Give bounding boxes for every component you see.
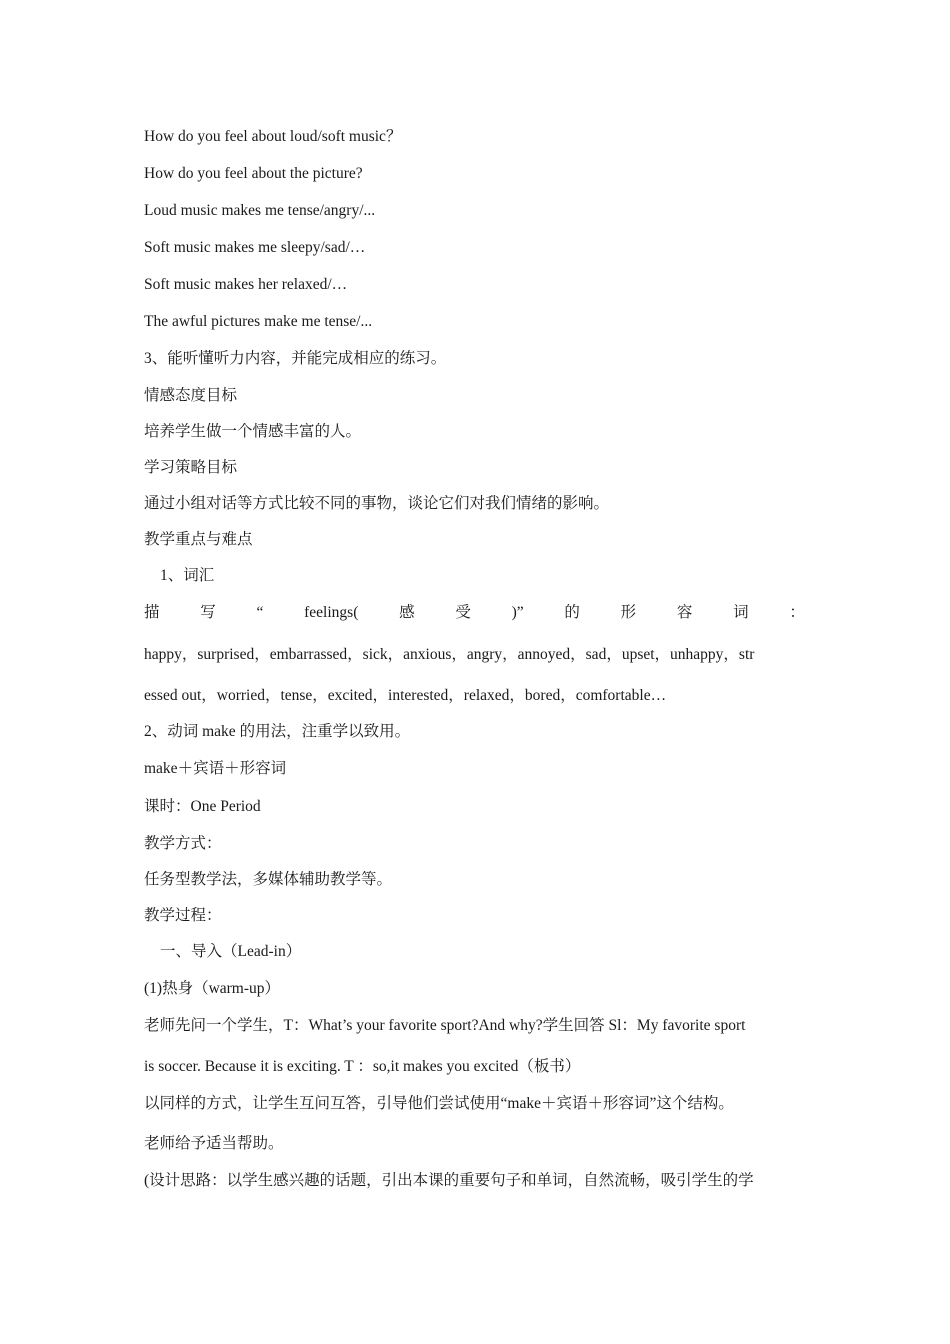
- text-line: 3、能听懂听力内容，并能完成相应的练习。: [144, 350, 447, 367]
- word: 写: [200, 604, 216, 621]
- word: 受: [455, 604, 471, 621]
- text-line: The awful pictures make me tense/...: [144, 313, 373, 330]
- word: 词: [733, 604, 749, 621]
- section-heading: 情感态度目标: [144, 387, 238, 404]
- text-line: happy，surprised，embarrassed，sick，anxious，angry，annoyed，sad，upset，unhappy，str: [144, 646, 755, 663]
- text-line: 以同样的方式，让学生互问互答，引导他们尝试使用“make＋宾语＋形容词”这个结构。: [144, 1095, 734, 1112]
- word: ：: [789, 604, 805, 621]
- section-heading: 教学重点与难点: [144, 531, 253, 548]
- word: 形: [620, 604, 637, 621]
- text-line: 课时：One Period: [144, 798, 261, 815]
- word: 描: [144, 604, 160, 621]
- word: 感: [399, 604, 415, 621]
- text-line: make＋宾语＋形容词: [144, 760, 287, 777]
- text-line: (设计思路：以学生感兴趣的话题，引出本课的重要句子和单词，自然流畅，吸引学生的学: [144, 1172, 754, 1189]
- text-line: 任务型教学法，多媒体辅助教学等。: [144, 871, 393, 888]
- word: 的: [564, 604, 580, 621]
- text-line: 老师给予适当帮助。: [144, 1135, 284, 1152]
- text-line: 培养学生做一个情感丰富的人。: [144, 423, 362, 440]
- text-line: essed out，worried，tense，excited，interested，relaxed，bored，comfortable…: [144, 687, 667, 704]
- text-line: is soccer. Because it is exciting. T ：so,it makes you excited（板书）: [144, 1058, 581, 1075]
- section-heading: 教学过程：: [144, 907, 222, 924]
- text-line: Soft music makes her relaxed/…: [144, 276, 348, 293]
- text-line: 通过小组对话等方式比较不同的事物，谈论它们对我们情绪的影响。: [144, 495, 610, 512]
- word: )”: [511, 604, 524, 621]
- word: 容: [676, 604, 693, 621]
- section-heading: 教学方式：: [144, 835, 222, 852]
- text-line: Loud music makes me tense/angry/...: [144, 202, 376, 219]
- text-line: How do you feel about the picture?: [144, 165, 363, 182]
- text-line: Soft music makes me sleepy/sad/…: [144, 239, 366, 256]
- text-line: 2、动词 make 的用法，注重学以致用。: [144, 723, 411, 740]
- word: feelings(: [304, 604, 359, 621]
- justified-line: [144, 603, 805, 623]
- text-line: 1、词汇: [160, 567, 215, 584]
- word: “: [256, 604, 264, 621]
- text-line: How do you feel about loud/soft music？: [144, 128, 402, 145]
- section-heading: 学习策略目标: [144, 459, 238, 476]
- text-line: (1)热身（warm-up）: [144, 980, 281, 997]
- text-line: 老师先问一个学生，T：What’s your favorite sport?And why?学生回答 Sl：My favorite sport: [144, 1017, 746, 1034]
- text-line: 一、导入（Lead-in）: [160, 943, 302, 960]
